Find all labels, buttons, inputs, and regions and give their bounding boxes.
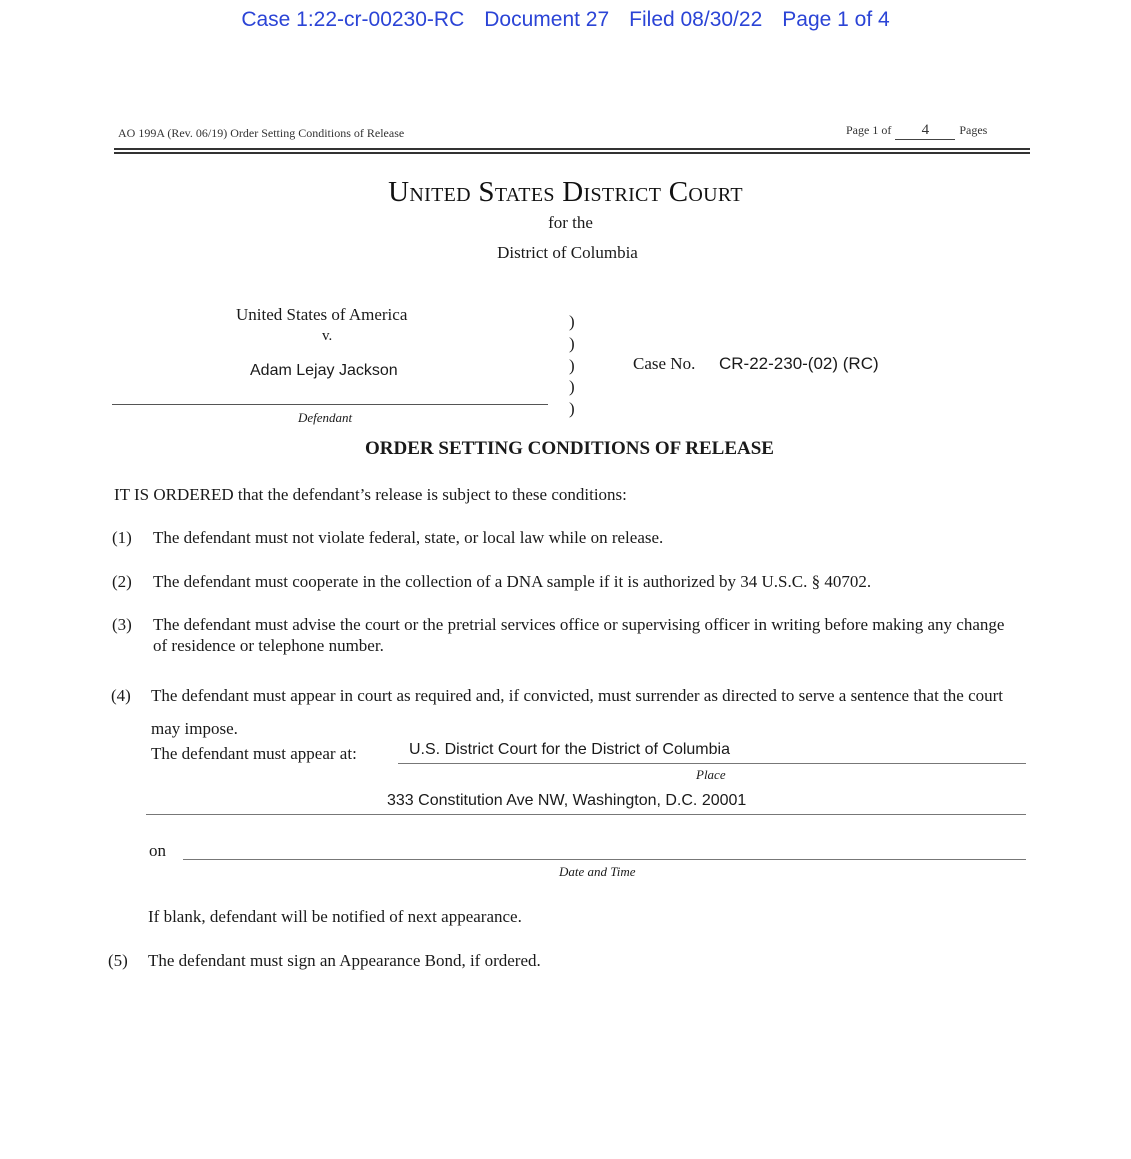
condition-text: The defendant must sign an Appearance Bond, if ordered. — [148, 951, 541, 970]
plaintiff-name: United States of America — [236, 305, 408, 324]
condition-4 — [111, 679, 1029, 739]
condition-number: (5) — [108, 951, 128, 970]
condition-5 — [108, 950, 1008, 972]
condition-text: The defendant must appear in court as required and, if convicted, must surrender as directed to serve a sentence that the court may impose. — [151, 686, 1004, 738]
place-line — [398, 763, 1026, 764]
case-no-label: Case No. — [633, 354, 696, 373]
ecf-page-number: Page 1 of 4 — [782, 8, 890, 31]
condition-number: (1) — [112, 528, 132, 547]
versus: v. — [322, 328, 333, 344]
case-no-value: CR-22-230-(02) (RC) — [719, 354, 879, 373]
caption-paren: ) — [569, 399, 575, 418]
ecf-document-number: Document 27 — [484, 8, 610, 31]
blank-note: If blank, defendant will be notified of next appearance. — [148, 907, 522, 926]
court-name: United States District Court — [388, 176, 743, 208]
ecf-case-number: Case 1:22-cr-00230-RC — [241, 8, 465, 31]
caption-paren: ) — [569, 377, 575, 396]
defendant-name: Adam Lejay Jackson — [250, 362, 398, 379]
page-of-pages — [846, 122, 987, 140]
condition-text: The defendant must cooperate in the collection of a DNA sample if it is authorized by 34 U.S.C. § 40702. — [153, 572, 872, 591]
condition-1 — [112, 527, 1022, 549]
date-time-line — [183, 859, 1026, 860]
appear-at-label: The defendant must appear at: — [151, 744, 357, 763]
caption-paren: ) — [569, 334, 575, 353]
ecf-filed-date: Filed 08/30/22 — [629, 8, 763, 31]
court-for-the: for the — [548, 213, 593, 232]
condition-number: (2) — [112, 572, 132, 591]
condition-text: The defendant must not violate federal, state, or local law while on release. — [153, 528, 664, 547]
order-title: ORDER SETTING CONDITIONS OF RELEASE — [365, 438, 774, 459]
pages-suffix: Pages — [959, 123, 988, 137]
caption-paren: ) — [569, 356, 575, 375]
condition-number: (4) — [111, 686, 131, 705]
condition-text: The defendant must advise the court or the pretrial services office or supervising officer in writing before making any change of residence or telephone number. — [153, 615, 1005, 655]
ecf-header — [0, 8, 1131, 32]
form-id: AO 199A (Rev. 06/19) Order Setting Conditions of Release — [118, 126, 405, 140]
header-rule-bottom — [114, 152, 1030, 154]
court-district: District of Columbia — [497, 243, 638, 262]
appear-place-line2: 333 Constitution Ave NW, Washington, D.C. 20001 — [387, 792, 747, 809]
place-line-2 — [146, 814, 1026, 815]
defendant-label: Defendant — [298, 410, 353, 425]
header-rule-top — [114, 148, 1030, 150]
on-label: on — [149, 841, 166, 860]
order-intro: IT IS ORDERED that the defendant’s release is subject to these conditions: — [114, 485, 627, 504]
page-prefix: Page 1 of — [846, 123, 892, 137]
condition-2 — [112, 571, 1022, 593]
condition-number: (3) — [112, 615, 132, 634]
total-pages: 4 — [895, 122, 955, 140]
place-label: Place — [696, 767, 726, 782]
defendant-line — [112, 404, 548, 405]
condition-3 — [112, 614, 1022, 658]
date-time-label: Date and Time — [559, 864, 636, 879]
caption-paren: ) — [569, 312, 575, 331]
appear-place-line1: U.S. District Court for the District of Columbia — [409, 741, 730, 758]
